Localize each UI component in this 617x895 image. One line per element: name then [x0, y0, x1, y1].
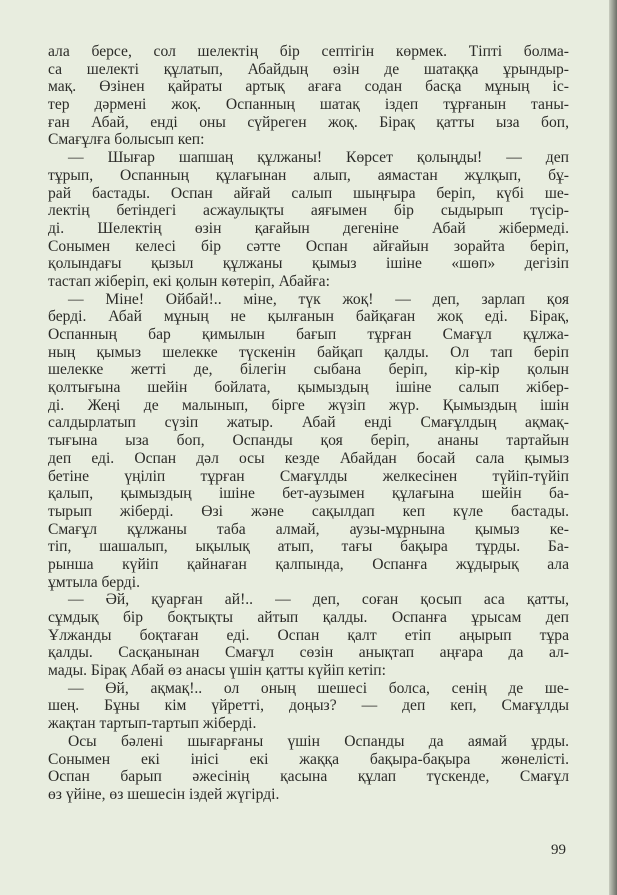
text-line: Осы бәлені шығарғаны үшін Оспанды да аямай ұрды.	[68, 732, 569, 750]
text-line: Сонымен екі інісі екі жаққа бақыра-бақыра жөнелісті.	[48, 750, 569, 768]
text-line: өз үйіне, өз шешесін іздей жүгірді.	[48, 785, 280, 803]
text-line: сұмдық бір боқтықты айтып қалды. Оспанға ұрысам деп	[48, 609, 569, 626]
text-line: тығына ыза боп, Оспанды қоя беріп, ананы тартайын	[48, 432, 569, 450]
text-line: тіп, шашалып, ықылық атып, тағы бақыра тұрды. Ба-	[48, 538, 569, 556]
text-line: салдырлатып сүзіп жатыр. Абай енді Смағұлдың ақмақ-	[48, 414, 569, 432]
text-line: берді. Абай мұның не қылғанын байқаған жоқ еді. Бірақ,	[48, 308, 569, 326]
text-line: тырып жіберді. Өзі және сақылдап кеп күле бастады.	[48, 502, 569, 520]
text-line: — Өй, ақмақ!.. ол оның шешесі болса, сенің де ше-	[68, 679, 569, 697]
text-line: мады. Бірақ Абай өз анасы үшін қатты күйіп кетіп:	[48, 662, 386, 680]
text-line: — Әй, қуарған ай!.. — деп, соған қосып аса қатты,	[68, 591, 569, 609]
text-line: Сонымен келесі бір сәтте Оспан айғайын зорайта беріп,	[48, 237, 569, 255]
text-line: рай бастады. Оспан айғай салып шыңғыра беріп, күбі ше-	[48, 184, 569, 202]
text-line: са шелекті құлатып, Абайдың өзін де шатаққа ұрындыр-	[48, 60, 569, 78]
text-line: бетіне үңіліп тұрған Смағұлды желкесінен түйіп-түйіп	[48, 467, 569, 485]
text-line: қалып, қымыздың ішіне бет-аузымен құлағына шейін ба-	[48, 485, 569, 503]
text-line: тұрып, Оспанның құлағынан алып, аямастан жұлқып, бұ-	[48, 166, 569, 184]
body-text	[48, 43, 569, 804]
text-line: мақ. Өзінен қайраты артық ағаға содан басқа мұның іс-	[48, 78, 569, 96]
text-line: — Міне! Ойбай!.. міне, түк жоқ! — деп, зарлап қоя	[68, 290, 569, 308]
page-number: 99	[551, 842, 566, 858]
text-line: шең. Бұны кім үйретті, доңыз? — деп кеп, Смағұлды	[48, 697, 569, 715]
text-line: — Шығар шапшаң құлжаны! Көрсет қолыңды! — деп	[68, 149, 569, 167]
text-line: Оспан барып әжесінің қасына құлап түскенде, Смағұл	[48, 768, 569, 786]
text-line: ді. Шелектің өзін қағайын дегеніне Абай жібермеді.	[48, 219, 569, 237]
text-line: ұмтыла берді.	[48, 573, 140, 591]
text-line: Ұлжанды боқтаған еді. Оспан қалт етіп аңырып тұра	[48, 626, 569, 644]
text-line: қолтығына шейін бойлата, қымыздың ішіне салып жібер-	[48, 379, 569, 397]
text-line: деп еді. Оспан дәл осы кезде Абайдан босай сала қымыз	[48, 449, 569, 467]
text-line: Смағұлға болысып кеп:	[48, 131, 205, 149]
text-line: ған Абай, енді оны сүйреген жоқ. Бірақ қатты ыза боп,	[48, 113, 569, 131]
text-line: лектің бетіндегі асжаулықты аяғымен бір сыдырып түсір-	[48, 202, 569, 220]
text-line: тастап жіберіп, екі қолын көтеріп, Абайға:	[48, 272, 330, 290]
text-line: қолындағы қызыл құлжаны қымыз ішіне «шөп» дегізіп	[48, 255, 569, 273]
text-line: Смағұл құлжаны таба алмай, аузы-мұрнына қымыз ке-	[48, 520, 569, 538]
text-line: Оспанның бар қимылын бағып тұрған Смағұл құлжа-	[48, 326, 569, 343]
text-line: рынша күйіп қайнаған қалпында, Оспанға жұдырық ала	[48, 555, 569, 573]
text-line: жақтан тартып-тартып жіберді.	[48, 715, 257, 733]
text-line: ді. Жеңі де малынып, бірге жүзіп жүр. Қымыздың ішін	[48, 396, 569, 414]
text-line: ала берсе, сол шелектің бір септігін көрмек. Тіпті болма-	[48, 43, 569, 60]
text-line: тер дәрмені жоқ. Оспанның шатақ іздеп тұрғанын таны-	[48, 96, 569, 114]
text-line: қалды. Сасқанынан Смағұл сөзін анықтап аңғара да ал-	[48, 644, 569, 662]
page-edge-shadow	[609, 0, 617, 895]
text-line: шелекке жетті де, білегін сыбана беріп, кір-кір қолын	[48, 361, 569, 379]
text-line: ның қымыз шелекке түскенін байқап қалды. Ол тап беріп	[48, 343, 569, 361]
